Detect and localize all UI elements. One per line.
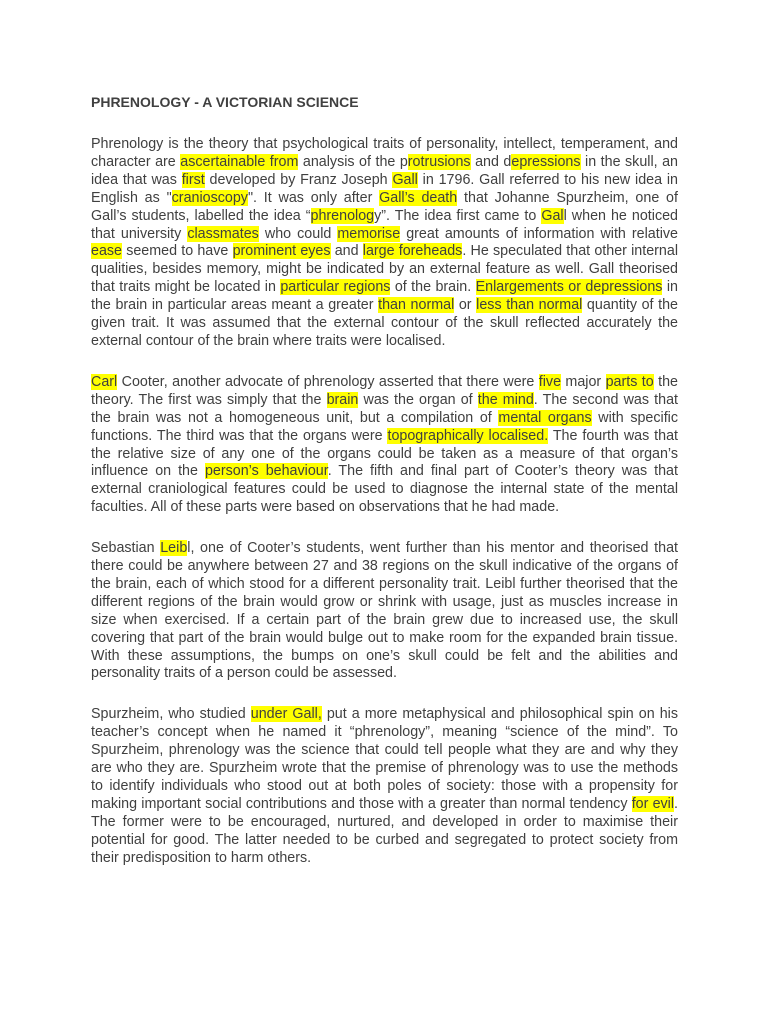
highlighted-text: cranioscopy [171,189,248,206]
text-run: or [454,297,477,314]
highlighted-text: particular regions [280,279,391,296]
highlighted-text: Leib [160,540,188,557]
text-run: of the brain. [390,279,476,296]
text-run: . The fifth and final part of Cooter’s theory was that external craniological features could be used to diagnose the internal state of the mental faculties. All of these parts were based on observations that he had made. [91,463,678,516]
text-run: quantity of the given trait. It was assumed that the external contour of the skull reflected accurately the external contour of the brain where traits were localised. [91,297,678,349]
document-page [91,92,678,891]
highlighted-text: Enlargements or depressions [475,279,663,296]
highlighted-text: brain [326,391,359,408]
highlighted-text: mental organs [498,409,592,426]
text-run: in the skull, an idea that was [91,153,678,188]
text-run: l, one of Cooter’s students, went further than his mentor and theorised that there could be anywhere between 27 and 38 regions on the skull indicative of the organs of the brain, each of which stood for a different personality trait. Leibl further theorised that the different regions of the brain would grow or shrink with usage, just as muscles increase in size when exercised. If a certain part of the brain grew due to increased use, the skull covering that part of the brain would bulge out to make room for the expanded brain tissue. With these assumptions, the bumps on one’s skull could be felt and the abilities and personality traits of a person could be assessed. [91,540,678,682]
highlighted-text: five [538,373,562,390]
text-run: The fourth was that the relative size of any one of the organs could be taken as a measure of that organ’s influence on the [91,427,678,480]
text-run: that Johanne Spurzheim, one of Gall’s students, labelled the idea “ [91,189,678,224]
highlighted-text: Gall [392,171,418,188]
highlighted-text: Gall’s death [379,189,458,206]
text-run: seemed to have [122,243,233,260]
highlighted-text: topographically localised. [387,427,549,444]
text-run: l when he noticed that university [91,207,678,242]
highlighted-text: Carl [91,373,118,390]
highlighted-text: memorise [337,225,401,242]
text-run: major [561,373,606,390]
highlighted-text: under Gall, [250,706,322,723]
document-title: PHRENOLOGY - A VICTORIAN SCIENCE [91,94,359,110]
text-run: y”. The idea first came to [374,207,542,224]
highlighted-text: large foreheads [362,243,463,260]
highlighted-text: than normal [378,297,455,314]
text-run: analysis of the p [298,153,408,170]
text-run: Phrenology is the theory that psychological traits of personality, intellect, temperament, and character are [91,136,678,170]
text-run: with specific functions. The third was that the organs were [91,409,678,444]
text-run: Spurzheim, who studied [91,706,251,723]
text-run: . He speculated that other internal qualities, besides memory, might be indicated by an external feature as well. Gall theorised that traits might be located in [91,243,678,296]
highlighted-text: parts to [605,373,654,390]
highlighted-text: classmates [187,225,259,242]
highlighted-text: for evil [631,795,675,812]
text-run: Sebastian [91,540,161,557]
text-run: who could [258,225,338,242]
paragraph [91,136,678,351]
paragraph [91,374,678,517]
highlighted-text: ease [91,243,123,260]
text-run: Cooter, another advocate of phrenology asserted that there were [117,373,539,390]
highlighted-text: ascertainable from [180,153,299,170]
text-run: in the brain in particular areas meant a greater [91,279,678,314]
text-run: put a more metaphysical and philosophical spin on his teacher’s concept when he named it “phrenology”, meaning “science of the mind”. To Spurzheim, phrenology was the science that could tell people what they are and why they are who they are. Spurzheim wrote that the premise of phrenology was to use the methods to identify individuals who stood out at both poles of society: those with a propensity for making important social contributions and those with a greater than normal tendency [91,706,678,812]
text-run: . The second was that the brain was not a homogeneous unit, but a compilation of [91,391,678,426]
highlighted-text: phrenolog [310,207,375,224]
text-run: in 1796. Gall referred to his new idea in English as " [91,171,679,206]
text-run: and [330,243,363,260]
highlighted-text: prominent eyes [232,243,331,260]
highlighted-text: person’s behaviour [204,463,328,480]
highlighted-text: epressions [511,153,581,170]
text-run: and d [470,153,512,170]
highlighted-text: rotrusions [407,153,471,170]
paragraph [91,706,678,867]
highlighted-text: the mind [477,391,534,408]
text-run: the theory. The first was simply that the [91,373,678,408]
highlighted-text: Gal [541,207,564,224]
text-run: . The former were to be encouraged, nurtured, and developed in order to maximise their potential for good. The latter needed to be curbed and segregated to protect society from their predisposition to harm others. [91,795,679,866]
text-run: great amounts of information with relative [400,225,678,242]
highlighted-text: first [181,171,205,188]
paragraph [91,540,678,683]
document-body [91,136,678,868]
highlighted-text: less than normal [476,297,583,314]
text-run: ". It was only after [247,189,380,206]
text-run: developed by Franz Joseph [204,171,393,188]
text-run: was the organ of [358,391,478,408]
